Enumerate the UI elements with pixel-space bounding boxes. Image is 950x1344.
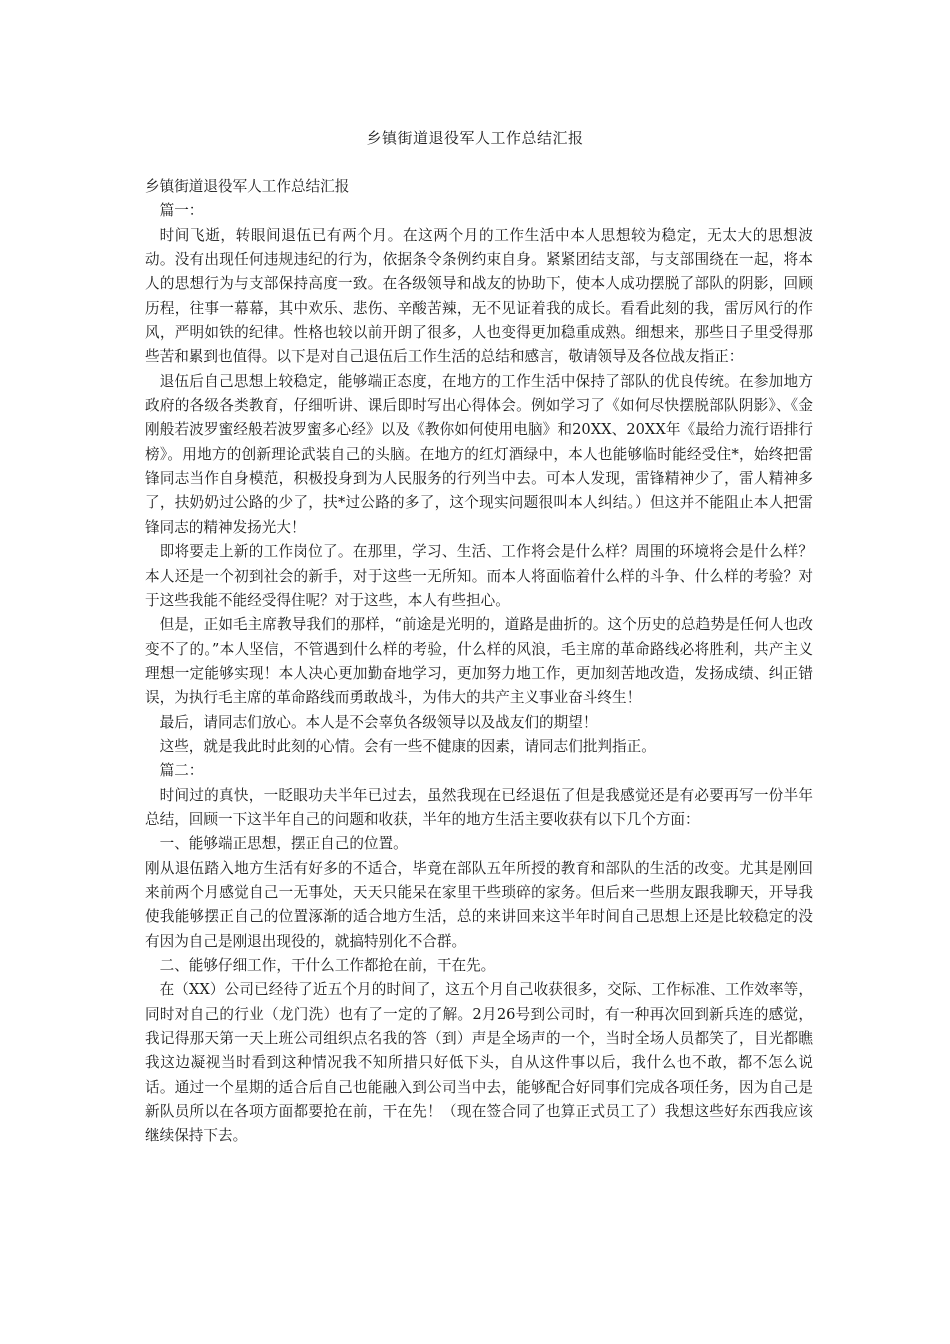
document-title: 乡镇街道退役军人工作总结汇报 <box>366 129 584 147</box>
body-heading: 乡镇街道退役军人工作总结汇报 <box>145 178 350 195</box>
paragraph: 退伍后自己思想上较稳定，能够端正态度，在地方的工作生活中保持了部队的优良传统。在参加地方政府的各级各类教育，仔细听讲、课后即时写出心得体会。例如学习了《如何尽快摆脱部队阴影》、《金刚般若波罗蜜经般若波罗蜜多心经》以及《教你如何使用电脑》和20XX、20XX年《最给力流行语排行榜》。用地方的创新理论武装自己的头脑。在地方的红灯酒绿中，本人也能够临时能经受住*，始终把雷锋同志当作自身模范，积极投身到为人民服务的行列当中去。可本人发现，雷锋精神少了，雷人精神多了，扶奶奶过公路的少了，扶*过公路的多了，这个现实问题很叫本人纠结。）但这并不能阻止本人把雷锋同志的精神发扬光大！ <box>145 372 813 536</box>
paragraph: 时间飞逝，转眼间退伍已有两个月。在这两个月的工作生活中本人思想较为稳定，无太大的思想波动。没有出现任何违规违纪的行为，依据条令条例约束自身。紧紧团结支部，与支部围绕在一起，将本人的思想行为与支部保持高度一致。在各级领导和战友的协助下，使本人成功摆脱了部队的阴影，回顾历程，往事一幕幕，其中欢乐、悲伤、辛酸苦辣，无不见证着我的成长。看看此刻的我，雷厉风行的作风，严明如铁的纪律。性格也较以前开朗了很多，人也变得更加稳重成熟。细想来，那些日子里受得那些苦和累到也值得。以下是对自己退伍后工作生活的总结和感言，敬请领导及各位战友指正： <box>145 226 813 366</box>
section-label-part-two: 篇二： <box>159 762 204 780</box>
paragraph: 即将要走上新的工作岗位了。在那里，学习、生活、工作将会是什么样？周围的环境将会是什么样？本人还是一个初到社会的新手，对于这些一无所知。而本人将面临着什么样的斗争、什么样的考验？对于这些我能不能经受得住呢？对于这些，本人有些担心。 <box>145 543 813 609</box>
paragraph: 但是，正如毛主席教导我们的那样，“前途是光明的，道路是曲折的。这个历史的总趋势是任何人也改变不了的。”本人坚信，不管遇到什么样的考验，什么样的风浪，毛主席的革命路线必将胜利，共产主义理想一定能够实现！本人决心更加勤奋地学习，更加努力地工作，更加刻苦地改造，发扬成绩、纠正错误，为执行毛主席的革命路线而勇敢战斗，为伟大的共产主义事业奋斗终生！ <box>145 616 813 707</box>
subheading: 二、能够仔细工作，干什么工作都抢在前，干在先。 <box>159 957 496 974</box>
document-body <box>145 175 813 1149</box>
paragraph: 最后，请同志们放心。本人是不会辜负各级领导以及战友们的期望！ <box>159 713 598 731</box>
paragraph: 时间过的真快，一眨眼功夫半年已过去，虽然我现在已经退伍了但是我感觉还是有必要再写一份半年总结，回顾一下这半年自己的问题和收获，半年的地方生活主要收获有以下几个方面： <box>145 786 813 828</box>
paragraph: 刚从退伍踏入地方生活有好多的不适合，毕竟在部队五年所授的教育和部队的生活的改变。尤其是刚回来前两个月感觉自己一无事处，天天只能呆在家里干些琐碎的家务。但后来一些朋友跟我聊天，开导我使我能够摆正自己的位置涿渐的适合地方生活，总的来讲回来这半年时间自己思想上还是比较稳定的没有因为自己是刚退出现役的，就搞特别化不合群。 <box>145 859 813 950</box>
subheading: 一、能够端正思想，摆正自己的位置。 <box>159 835 408 853</box>
section-label-part-one: 篇一： <box>159 202 204 220</box>
paragraph: 在（XX）公司已经待了近五个月的时间了，这五个月自己收获很多，交际、工作标准、工作效率等，同时对自己的行业（龙门洗）也有了一定的了解。2月26号到公司时，有一种再次回到新兵连的感觉，我记得那天第一天上班公司组织点名我的答（到）声是全场声的一个，当时全场人员都笑了，目光都瞧我这边凝视当时看到这种情况我不知所措只好低下头，自从这件事以后，我什么也不敢，都不怎么说话。通过一个星期的适合后自己也能融入到公司当中去，能够配合好同事们完成各项任务，因为自己是新队员所以在各项方面都要抢在前，干在先！（现在签合同了也算正式员工了）我想这些好东西我应该继续保持下去。 <box>145 981 813 1145</box>
paragraph: 这些，就是我此时此刻的心情。会有一些不健康的因素，请同志们批判指正。 <box>159 737 656 755</box>
